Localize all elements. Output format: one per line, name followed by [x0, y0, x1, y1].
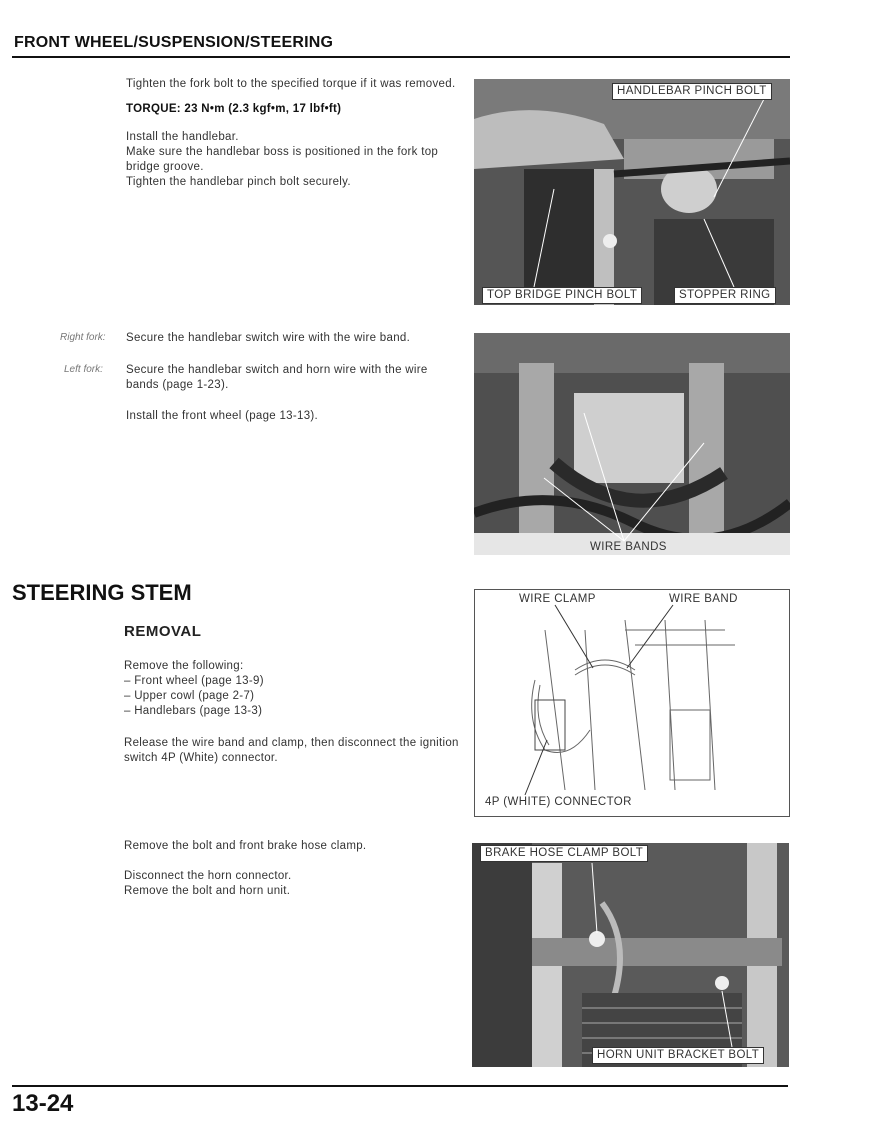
horn-removal-steps: [124, 839, 460, 899]
paragraph: Tighten the fork bolt to the specified torque if it was removed.: [126, 78, 456, 90]
list-item: – Handlebars (page 13-3): [124, 705, 263, 717]
margin-note-right-fork: Right fork:: [60, 332, 106, 343]
page-number: 13-24: [12, 1090, 74, 1117]
removal-list: [124, 674, 460, 719]
label-wire-clamp: WIRE CLAMP: [519, 593, 596, 605]
torque-spec: TORQUE: 23 N•m (2.3 kgf•m, 17 lbf•ft): [126, 103, 342, 115]
page-header-title: FRONT WHEEL/SUSPENSION/STEERING: [14, 34, 334, 51]
header-rule: [12, 56, 790, 58]
removal-steps: [124, 659, 460, 766]
subsection-title: REMOVAL: [124, 623, 202, 640]
callout-handlebar-pinch-bolt: HANDLEBAR PINCH BOLT: [612, 83, 772, 100]
list-item: – Upper cowl (page 2-7): [124, 690, 255, 702]
paragraph: Release the wire band and clamp, then disconnect the ignition switch 4P (White) connector.: [124, 737, 459, 764]
connector-diagram-art: [475, 590, 789, 816]
horn-unit-photo-art: [472, 843, 789, 1067]
label-wire-band: WIRE BAND: [669, 593, 738, 605]
handlebar-photo-art: [474, 79, 790, 305]
label-4p-connector: 4P (WHITE) CONNECTOR: [485, 796, 632, 808]
install-front-wheel-text: Install the front wheel (page 13-13).: [126, 410, 319, 422]
paragraph: Remove the bolt and horn unit.: [124, 885, 291, 897]
callout-stopper-ring: STOPPER RING: [674, 287, 776, 304]
margin-note-left-fork: Left fork:: [64, 364, 103, 375]
horn-unit-photo: [472, 843, 789, 1067]
label-wire-bands: WIRE BANDS: [590, 541, 667, 553]
section-title: STEERING STEM: [12, 580, 192, 605]
footer-rule: [12, 1085, 788, 1087]
paragraph: Tighten the handlebar pinch bolt securely.: [126, 176, 351, 188]
paragraph: Make sure the handlebar boss is positioned in the fork top bridge groove.: [126, 146, 439, 173]
paragraph: Disconnect the horn connector.: [124, 870, 292, 882]
left-fork-text: Secure the handlebar switch and horn wire with the wire bands (page 1-23).: [126, 364, 428, 391]
wire-bands-photo-art: [474, 333, 790, 555]
list-item: – Front wheel (page 13-9): [124, 675, 264, 687]
wire-bands-photo: [474, 333, 790, 555]
callout-horn-unit-bracket-bolt: HORN UNIT BRACKET BOLT: [592, 1047, 764, 1064]
handlebar-photo: [474, 79, 790, 305]
paragraph: Install the handlebar.: [126, 131, 239, 143]
callout-brake-hose-clamp-bolt: BRAKE HOSE CLAMP BOLT: [480, 845, 648, 862]
right-fork-text: Secure the handlebar switch wire with the wire band.: [126, 332, 411, 344]
text-block-1: [126, 77, 460, 190]
paragraph: Remove the bolt and front brake hose clamp.: [124, 840, 367, 852]
connector-diagram: [474, 589, 790, 817]
callout-top-bridge-pinch-bolt: TOP BRIDGE PINCH BOLT: [482, 287, 642, 304]
paragraph: Remove the following:: [124, 660, 244, 672]
